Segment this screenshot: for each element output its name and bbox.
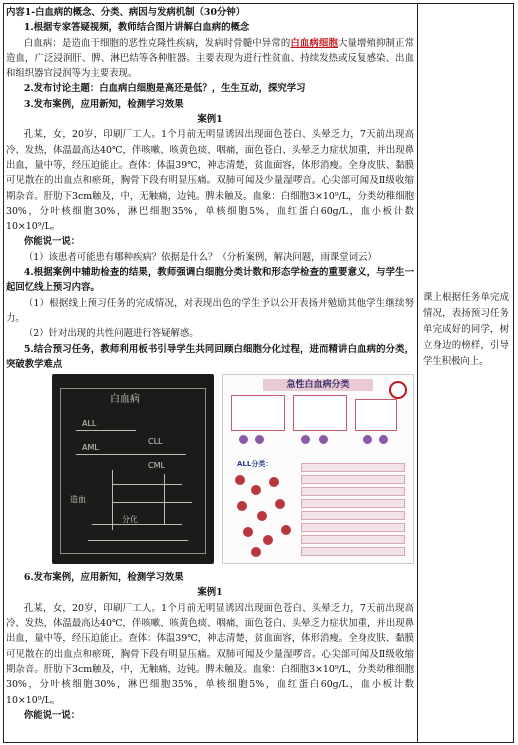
step-3-title: 3.发布案例，应用新知，检测学习效果	[23, 98, 184, 110]
chalk-line	[112, 502, 192, 503]
board-text-cll: CLL	[148, 437, 163, 447]
board-text-differentiation: 分化	[122, 515, 138, 525]
side-note: 课上根据任务单完成情况，表扬预习任务单完成好的同学，树立身边的榜样，引导学生积极向上。	[423, 292, 509, 367]
poster-row	[301, 487, 405, 496]
school-logo-icon	[389, 381, 407, 399]
blast-cell-icon	[379, 435, 388, 444]
poster-row	[301, 547, 405, 556]
board-title-text: 白血病	[110, 394, 140, 406]
poster-row	[301, 535, 405, 544]
step-6-title: 6.发布案例，应用新知，检测学习效果	[23, 572, 184, 584]
cell-icon	[235, 475, 245, 485]
poster-row	[301, 475, 405, 484]
board-text-all: ALL	[82, 419, 97, 429]
classification-poster	[222, 374, 414, 564]
teaching-note-column	[423, 290, 509, 370]
blast-cell-icon	[239, 435, 248, 444]
poster-row	[301, 523, 405, 532]
cell-icon	[257, 511, 267, 521]
cell-icon	[243, 527, 253, 537]
blast-cell-icon	[363, 435, 372, 444]
chalk-line	[92, 524, 182, 525]
highlight-leukemia-cell: 白血病细胞	[290, 37, 338, 49]
poster-row	[301, 499, 405, 508]
blast-cell-icon	[301, 435, 310, 444]
question-label: 你能说一说：	[23, 236, 81, 248]
board-text-hematopoiesis: 造血	[70, 495, 86, 505]
column-divider	[417, 3, 418, 743]
case-2-title: 案例1	[197, 587, 223, 599]
poster-box	[231, 395, 285, 431]
board-border	[60, 388, 206, 554]
poster-all-label: ALL分类：	[237, 460, 273, 469]
poster-box	[355, 399, 397, 431]
step-2-title: 2.发布讨论主题：白血病白细胞是高还是低？，生生互动，探究学习	[23, 83, 306, 95]
definition-prefix: 白血病：是造血干细胞的恶性克隆性疾病，发病时骨髓中异常的	[23, 37, 291, 49]
lesson-content-column	[6, 5, 414, 723]
cell-icon	[251, 485, 261, 495]
step-4-item-2: （2）针对出现的共性问题进行答疑解惑。	[23, 328, 199, 340]
blackboard-photo	[52, 374, 214, 564]
step-4-title: 4.根据案例中辅助检查的结果，教师强调白细胞分类计数和形态学检查的重要意义，与学生一起回忆线上预习内容。	[6, 267, 414, 294]
chalk-line	[76, 454, 186, 455]
board-text-cml: CML	[148, 461, 165, 471]
chalk-line	[112, 470, 113, 530]
chalk-line	[164, 474, 165, 524]
step-4-item-1: （1）根据线上预习任务的完成情况，对表现出色的学生予以公开表扬并勉励其他学生继续努力。	[6, 297, 414, 324]
cell-icon	[275, 499, 285, 509]
leukemia-definition	[6, 36, 414, 82]
case-title: 案例1	[197, 114, 223, 126]
case-text: 孔某，女，20岁，印刷厂工人。1个月前无明显诱因出现面色苍白、头晕乏力，7天前出现高冷、发热，体温最高达40℃，伴咳嗽、咳黄色痰、咽痛，面色苍白、头晕乏力症状加重，并出现鼻出血，量中等，经压迫能止。查体：体温39℃，神志清楚，贫血面容，体形消瘦。全身皮肤、黏膜可见散在的出血点和瘀斑，胸骨下段有明显压痛。双肺可闻及少量湿啰音。心尖部可闻及Ⅱ级收缩期杂音。肝肋下3cm触及，中，无触痛，边钝。脾未触及。血象：白细胞3×10⁹/L，分类幼稚细胞30%，分叶核细胞30%，淋巴细胞35%，单核细胞5%，血红蛋白60g/L，血小板计数10×10⁹/L。	[6, 129, 414, 233]
blast-cell-icon	[319, 435, 328, 444]
poster-row	[301, 463, 405, 472]
poster-title: 急性白血病分类	[263, 379, 373, 391]
cell-icon	[237, 501, 247, 511]
question-label-2: 你能说一说：	[23, 709, 81, 721]
cell-icon	[251, 547, 261, 557]
board-text-aml: AML	[82, 443, 99, 453]
case-2-text: 孔某，女，20岁，印刷厂工人。1个月前无明显诱因出现面色苍白、头晕乏力，7天前出现高冷、发热，体温最高达40℃，伴咳嗽、咳黄色痰、咽痛，面色苍白、头晕乏力症状加重，并出现鼻出血，量中等，经压迫能止。查体：体温39℃，神志清楚，贫血面容，体形消瘦。全身皮肤、黏膜可见散在的出血点和瘀斑，胸骨下段有明显压痛。双肺可闻及少量湿啰音。心尖部可闻及Ⅱ级收缩期杂音。肝肋下3cm触及，中，无触痛，边钝。脾未触及。血象：白细胞3×10⁹/L，分类幼稚细胞30%，分叶核细胞30%，淋巴细胞35%，单核细胞5%，血红蛋白60g/L，血小板计数10×10⁹/L。	[6, 602, 414, 706]
question-1: （1）该患者可能患有哪种疾病？依据是什么？（分析案例，解决问题，雨课堂词云）	[23, 251, 377, 263]
section-heading: 内容1-白血病的概念、分类、病因与发病机制（30分钟）	[6, 7, 246, 18]
step-1-title: 1.根据专家答疑视频，教师结合图片讲解白血病的概念	[23, 22, 250, 34]
cell-icon	[263, 535, 273, 545]
blast-cell-icon	[255, 435, 264, 444]
step-5-title: 5.结合预习任务，教师利用板书引导学生共同回顾白细胞分化过程，进而精讲白血病的分类，突破教学难点	[6, 343, 414, 370]
cell-icon	[269, 477, 279, 487]
teaching-figures	[6, 372, 414, 570]
definition-suffix: 大量增殖抑制正常造血，广泛浸润肝、脾、淋巴结等各种脏器。主要表现为进行性贫血、持续发热或反复感染、出血和组织器官浸润等为主要表现。	[6, 37, 414, 80]
poster-box	[293, 395, 347, 431]
cell-icon	[281, 525, 291, 535]
chalk-line	[88, 540, 188, 541]
chalk-line	[112, 484, 182, 485]
poster-row	[301, 511, 405, 520]
chalk-line	[76, 430, 136, 431]
